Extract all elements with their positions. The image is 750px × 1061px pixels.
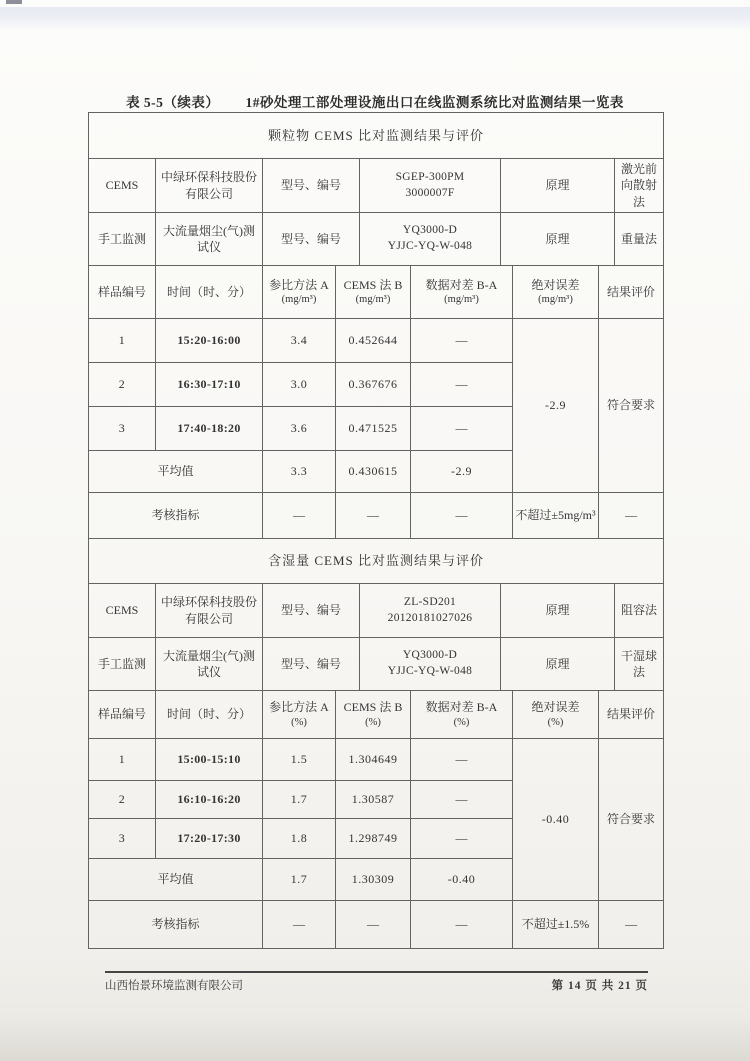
cell-cems-label: CEMS xyxy=(89,584,156,638)
cell-principle-label: 原理 xyxy=(501,638,615,691)
unit-label: (mg/m³) xyxy=(444,294,479,305)
cell-time: 15:00-15:10 xyxy=(156,739,263,781)
cell-result-merged: 符合要求 xyxy=(599,739,664,901)
footer-page-number: 第 14 页 共 21 页 xyxy=(551,980,648,992)
cell-abs-error-merged: -2.9 xyxy=(513,319,599,493)
cell-principle-label: 原理 xyxy=(501,159,615,213)
cell-model-value xyxy=(360,213,501,266)
col-header-sample: 样品编号 xyxy=(89,266,156,319)
comparison-table xyxy=(88,112,664,949)
cell-model-value xyxy=(360,638,501,691)
cell-cems-value: 0.367676 xyxy=(336,363,411,407)
cell-principle-label: 原理 xyxy=(501,584,615,638)
cell-time: 15:20-16:00 xyxy=(156,319,263,363)
col-header-sample: 样品编号 xyxy=(89,691,156,739)
cell-diff-value: — xyxy=(411,319,513,363)
cell-ref-value: 3.4 xyxy=(263,319,336,363)
cell-ref-avg: 3.3 xyxy=(263,451,336,493)
cell-diff-value: — xyxy=(411,819,513,859)
table-row xyxy=(89,159,664,213)
cell-cems-avg: 0.430615 xyxy=(336,451,411,493)
cell-assess-label: 考核指标 xyxy=(89,493,263,539)
cell-manual-vendor: 大流量烟尘(气)测试仪 xyxy=(156,213,263,266)
serial-line: 3000007F xyxy=(405,186,455,199)
model-line: YQ3000-D xyxy=(402,224,458,237)
column-header-row xyxy=(89,691,664,739)
cell-time: 16:10-16:20 xyxy=(156,781,263,819)
cell-model-value xyxy=(360,584,501,638)
col-header-diff: 数据对差 B-A (%) xyxy=(411,691,513,739)
cell-assess-cems: — xyxy=(336,901,411,949)
cell-assess-result: — xyxy=(599,493,664,539)
assessment-row xyxy=(89,901,664,949)
cell-model-label: 型号、编号 xyxy=(263,638,360,691)
serial-line: YJJC-YQ-W-048 xyxy=(387,665,473,677)
cell-average-label: 平均值 xyxy=(89,859,263,901)
section-title: 颗粒物 CEMS 比对监测结果与评价 xyxy=(89,113,664,159)
cell-diff-value: — xyxy=(411,781,513,819)
col-header-abs-error: 绝对误差 (mg/m³) xyxy=(513,266,599,319)
cell-assess-cems: — xyxy=(336,493,411,539)
cell-principle-value: 重量法 xyxy=(615,213,664,266)
table-title: 1#砂处理工部处理设施出口在线监测系统比对监测结果一览表 xyxy=(245,95,624,110)
cell-diff-avg: -2.9 xyxy=(411,451,513,493)
col-header-diff: 数据对差 B-A (mg/m³) xyxy=(411,266,513,319)
unit-label: (%) xyxy=(291,716,307,728)
cell-assess-diff: — xyxy=(411,493,513,539)
scan-artifact-top xyxy=(0,7,750,31)
cell-manual-vendor: 大流量烟尘(气)测试仪 xyxy=(156,638,263,691)
cell-assess-limit: 不超过±1.5% xyxy=(513,901,599,949)
cell-principle-label: 原理 xyxy=(501,213,615,266)
assessment-row xyxy=(89,493,664,539)
section1-title-row xyxy=(89,113,664,159)
cell-diff-value: — xyxy=(411,407,513,451)
cell-cems-label: CEMS xyxy=(89,159,156,213)
section2-title-row xyxy=(89,539,664,584)
footer-divider xyxy=(105,971,648,973)
model-line: ZL-SD201 xyxy=(403,595,457,608)
cell-cems-avg: 1.30309 xyxy=(336,859,411,901)
cell-cems-value: 0.452644 xyxy=(336,319,411,363)
cell-principle-value: 激光前向散射法 xyxy=(615,159,664,213)
cell-ref-value: 3.0 xyxy=(263,363,336,407)
col-header-time: 时间（时、分） xyxy=(156,691,263,739)
cell-diff-value: — xyxy=(411,363,513,407)
column-header-row xyxy=(89,266,664,319)
cell-model-label: 型号、编号 xyxy=(263,213,360,266)
unit-label: (mg/m³) xyxy=(355,294,391,305)
cell-principle-value: 干湿球法 xyxy=(615,638,664,691)
scan-artifact-corner xyxy=(6,0,22,4)
cell-diff-value: — xyxy=(411,739,513,781)
cell-assess-ref: — xyxy=(263,493,336,539)
serial-line: 20120181027026 xyxy=(387,611,473,624)
cell-assess-ref: — xyxy=(263,901,336,949)
page-footer xyxy=(105,977,648,993)
cell-assess-limit: 不超过±5mg/m³ xyxy=(513,493,599,539)
cell-ref-value: 1.8 xyxy=(263,819,336,859)
cell-cems-value: 0.471525 xyxy=(336,407,411,451)
cell-sample-no: 1 xyxy=(89,319,156,363)
cell-ref-value: 3.6 xyxy=(263,407,336,451)
cell-ref-avg: 1.7 xyxy=(263,859,336,901)
cell-assess-result: — xyxy=(599,901,664,949)
cell-time: 17:20-17:30 xyxy=(156,819,263,859)
cell-model-label: 型号、编号 xyxy=(263,584,360,638)
cell-sample-no: 2 xyxy=(89,363,156,407)
cell-cems-vendor: 中绿环保科技股份有限公司 xyxy=(156,584,263,638)
col-header-result: 结果评价 xyxy=(599,691,664,739)
model-line: YQ3000-D xyxy=(402,649,458,662)
col-header-cems: CEMS 法 B (%) xyxy=(336,691,411,739)
cell-sample-no: 2 xyxy=(89,781,156,819)
table-row xyxy=(89,584,664,638)
cell-assess-diff: — xyxy=(411,901,513,949)
cell-assess-label: 考核指标 xyxy=(89,901,263,949)
table-row xyxy=(89,739,664,781)
table-row xyxy=(89,319,664,363)
cell-model-value xyxy=(360,159,501,213)
cell-sample-no: 1 xyxy=(89,739,156,781)
cell-diff-avg: -0.40 xyxy=(411,859,513,901)
unit-label: (%) xyxy=(365,716,381,728)
table-row xyxy=(89,213,664,266)
col-header-ref: 参比方法 A (%) xyxy=(263,691,336,739)
cell-manual-label: 手工监测 xyxy=(89,638,156,691)
cell-result-merged: 符合要求 xyxy=(599,319,664,493)
unit-label: (%) xyxy=(453,716,470,728)
cell-time: 16:30-17:10 xyxy=(156,363,263,407)
cell-time: 17:40-18:20 xyxy=(156,407,263,451)
col-header-time: 时间（时、分） xyxy=(156,266,263,319)
cell-cems-value: 1.304649 xyxy=(336,739,411,781)
col-header-ref: 参比方法 A (mg/m³) xyxy=(263,266,336,319)
table-number: 表 5-5（续表） xyxy=(126,95,220,110)
cell-principle-value: 阻容法 xyxy=(615,584,664,638)
table-row xyxy=(89,638,664,691)
cell-cems-value: 1.30587 xyxy=(336,781,411,819)
model-line: SGEP-300PM xyxy=(395,170,465,183)
cell-sample-no: 3 xyxy=(89,407,156,451)
cell-abs-error-merged: -0.40 xyxy=(513,739,599,901)
col-header-abs-error: 绝对误差 (%) xyxy=(513,691,599,739)
unit-label: (mg/m³) xyxy=(281,294,317,305)
serial-line: YJJC-YQ-W-048 xyxy=(387,240,473,252)
page-title xyxy=(0,91,750,111)
col-header-result: 结果评价 xyxy=(599,266,664,319)
cell-cems-value: 1.298749 xyxy=(336,819,411,859)
unit-label: (%) xyxy=(547,716,564,728)
unit-label: (mg/m³) xyxy=(538,294,573,305)
cell-manual-label: 手工监测 xyxy=(89,213,156,266)
cell-cems-vendor: 中绿环保科技股份有限公司 xyxy=(156,159,263,213)
cell-average-label: 平均值 xyxy=(89,451,263,493)
section-title: 含湿量 CEMS 比对监测结果与评价 xyxy=(89,539,664,584)
cell-ref-value: 1.7 xyxy=(263,781,336,819)
footer-company: 山西怡景环境监测有限公司 xyxy=(105,980,243,992)
cell-ref-value: 1.5 xyxy=(263,739,336,781)
cell-model-label: 型号、编号 xyxy=(263,159,360,213)
scan-artifact-bottom xyxy=(0,1015,750,1061)
col-header-cems: CEMS 法 B (mg/m³) xyxy=(336,266,411,319)
cell-sample-no: 3 xyxy=(89,819,156,859)
